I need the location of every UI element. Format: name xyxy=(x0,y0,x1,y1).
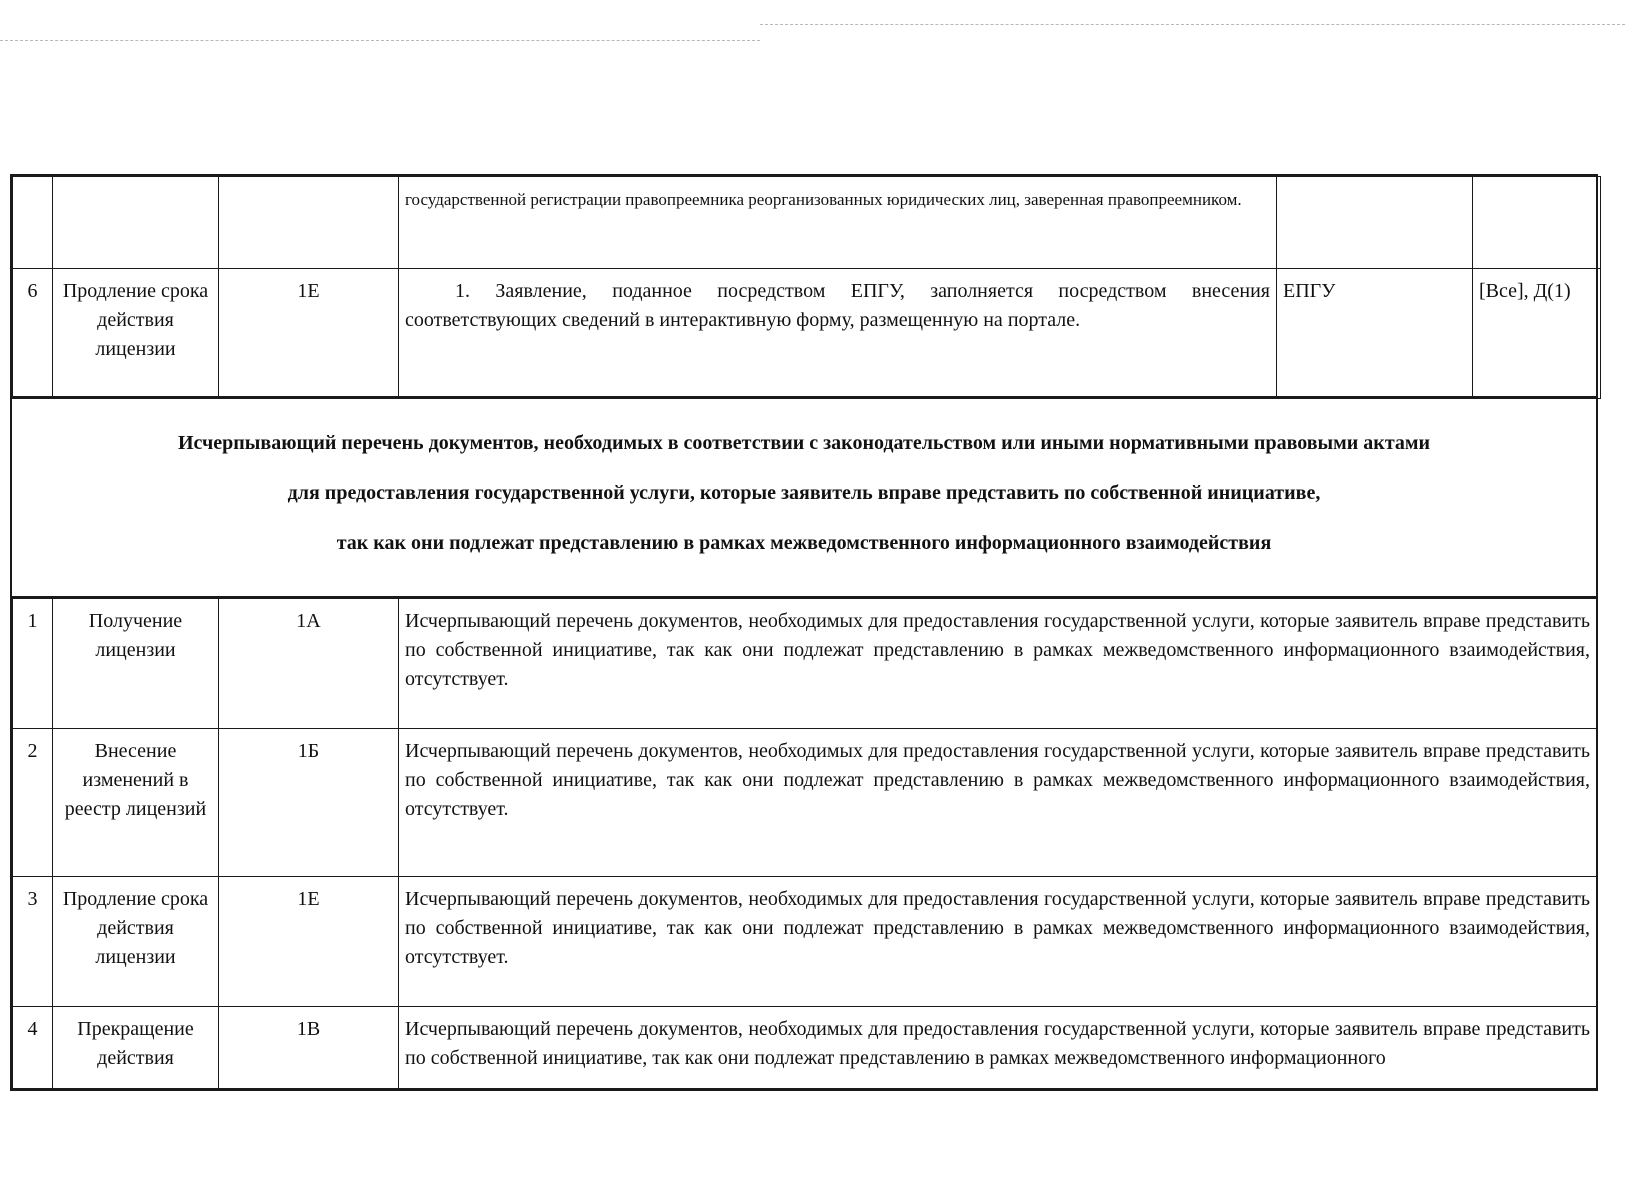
service-code-cell: 1В xyxy=(219,1007,399,1089)
document-text-cell xyxy=(399,269,1277,399)
service-code-cell xyxy=(219,177,399,269)
table-lower xyxy=(10,596,1598,1091)
table-row xyxy=(13,877,1597,1007)
document-text-cell: государственной регистрации правопреемника реорганизованных юридических лиц, заверенная правопреемником. xyxy=(399,177,1277,269)
section-heading-line: так как они подлежат представлению в рамках межведомственного информационного взаимодействия xyxy=(336,532,1272,554)
document-text-cell: Исчерпывающий перечень документов, необходимых для предоставления государственной услуги, которые заявитель вправе представить по собственной инициативе, так как они подлежат представлению в рамках межведомственного информационного взаимодействия, отсутствует. xyxy=(399,877,1597,1007)
service-name-cell: Продление срока действия лицензии xyxy=(53,877,219,1007)
row-number-cell xyxy=(13,177,53,269)
service-code-cell: 1Б xyxy=(219,729,399,877)
scope-cell: [Все], Д(1) xyxy=(1473,269,1601,399)
document-text-cell: Исчерпывающий перечень документов, необходимых для предоставления государственной услуги, которые заявитель вправе представить по собственной инициативе, так как они подлежат представлению в рамках межведомственного информационного взаимодействия, отсутствует. xyxy=(399,599,1597,729)
section-heading-line: для предоставления государственной услуги, которые заявитель вправе представить по собственной инициативе, xyxy=(287,482,1321,504)
document-text-cell: Исчерпывающий перечень документов, необходимых для предоставления государственной услуги, которые заявитель вправе представить по собственной инициативе, так как они подлежат представлению в рамках межведомственного информационного взаимодействия, отсутствует. xyxy=(399,729,1597,877)
row-number-cell: 2 xyxy=(13,729,53,877)
document-text: 1. Заявление, поданное посредством ЕПГУ, заполняется посредством внесения соответствующих сведений в интерактивную форму, размещенную на портале. xyxy=(405,280,1270,331)
service-name-cell xyxy=(53,177,219,269)
table-row xyxy=(13,177,1601,269)
service-code-cell: 1А xyxy=(219,599,399,729)
scope-cell xyxy=(1473,177,1601,269)
document-text-cell: Исчерпывающий перечень документов, необходимых для предоставления государственной услуги, которые заявитель вправе представить по собственной инициативе, так как они подлежат представлению в рамках межведомственного информационного xyxy=(399,1007,1597,1089)
service-name-cell: Прекращение действия xyxy=(53,1007,219,1089)
table-row xyxy=(13,269,1601,399)
service-name-cell: Внесение изменений в реестр лицензий xyxy=(53,729,219,877)
table-upper xyxy=(10,174,1598,399)
source-cell xyxy=(1277,177,1473,269)
source-cell: ЕПГУ xyxy=(1277,269,1473,399)
section-heading-line: Исчерпывающий перечень документов, необходимых в соответствии с законодательством или иными нормативными правовыми актами xyxy=(177,432,1431,454)
section-heading-block xyxy=(10,396,1598,598)
service-code-cell: 1Е xyxy=(219,877,399,1007)
service-name-cell: Получение лицензии xyxy=(53,599,219,729)
service-name-cell: Продление срока действия лицензии xyxy=(53,269,219,399)
section-heading xyxy=(12,398,1596,598)
table-row xyxy=(13,1007,1597,1089)
row-number-cell: 3 xyxy=(13,877,53,1007)
row-number-cell: 6 xyxy=(13,269,53,399)
table-row xyxy=(13,599,1597,729)
scan-artifact-line xyxy=(0,40,760,41)
row-number-cell: 4 xyxy=(13,1007,53,1089)
row-number-cell: 1 xyxy=(13,599,53,729)
table-row xyxy=(13,729,1597,877)
service-code-cell: 1Е xyxy=(219,269,399,399)
scan-artifact-line xyxy=(760,24,1625,25)
